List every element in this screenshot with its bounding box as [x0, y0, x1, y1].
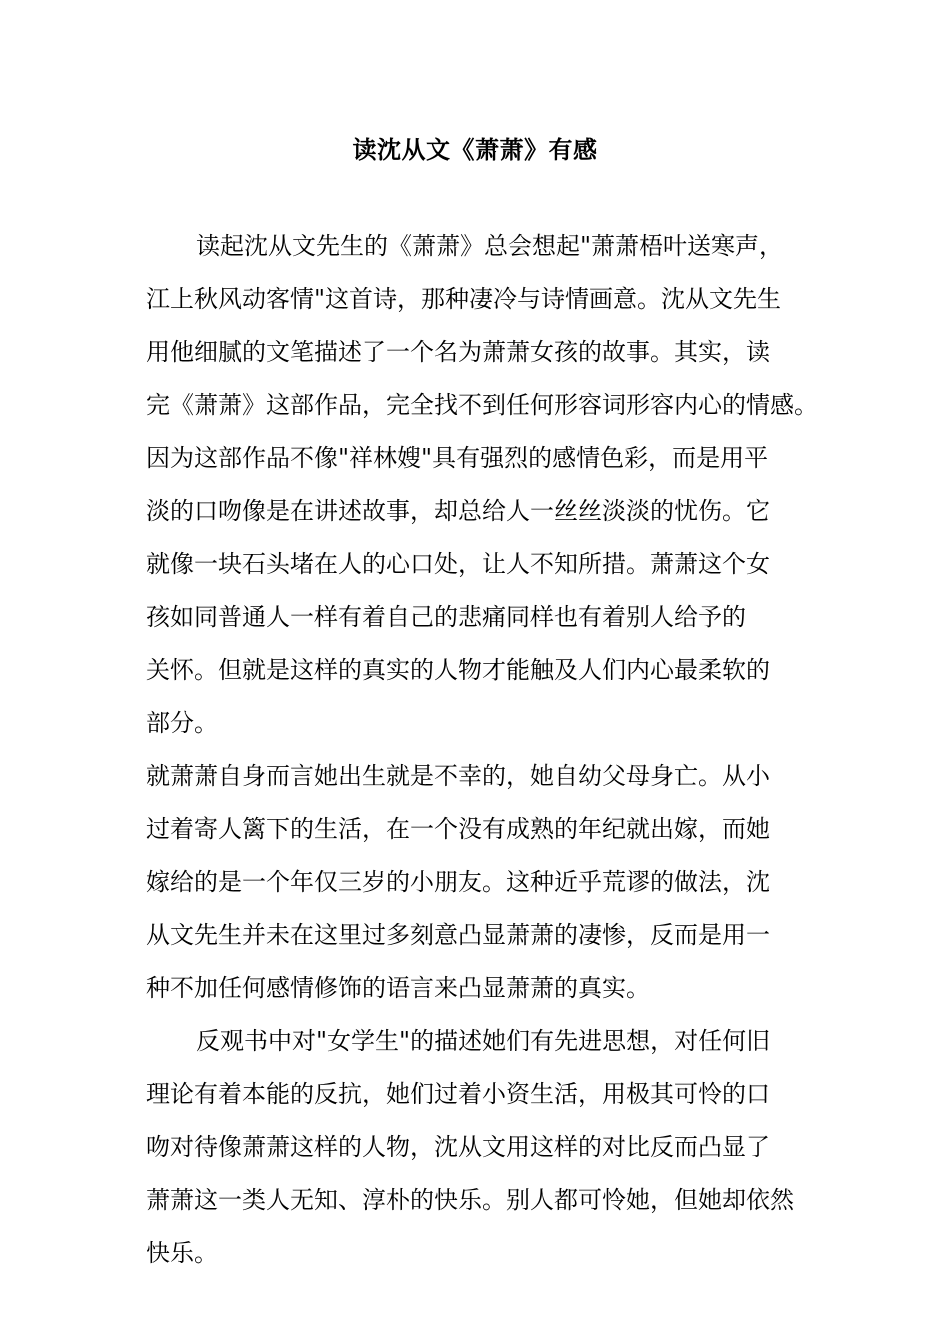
- text-line: 种不加任何感情修饰的语言来凸显萧萧的真实。: [146, 974, 650, 1002]
- text-line: 部分。: [146, 709, 218, 737]
- text-line: 完《萧萧》这部作品，完全找不到任何形容词形容内心的情感。: [146, 391, 818, 419]
- text-line: 从文先生并未在这里过多刻意凸显萧萧的凄惨，反而是用一: [146, 921, 770, 949]
- text-line: 萧萧这一类人无知、淳朴的快乐。别人都可怜她，但她却依然: [146, 1186, 794, 1214]
- text-line: 关怀。但就是这样的真实的人物才能触及人们内心最柔软的: [146, 656, 770, 684]
- text-line: 快乐。: [146, 1239, 218, 1267]
- text-line: 因为这部作品不像"祥林嫂"具有强烈的感情色彩，而是用平: [146, 444, 769, 472]
- text-line: 就像一块石头堵在人的心口处，让人不知所措。萧萧这个女: [146, 550, 770, 578]
- text-line: 过着寄人篱下的生活，在一个没有成熟的年纪就出嫁，而她: [146, 815, 770, 843]
- text-line: 淡的口吻像是在讲述故事，却总给人一丝丝淡淡的忧伤。它: [146, 497, 770, 525]
- text-line: 读起沈从文先生的《萧萧》总会想起"萧萧梧叶送寒声，: [196, 232, 784, 260]
- text-line: 吻对待像萧萧这样的人物，沈从文用这样的对比反而凸显了: [146, 1133, 770, 1161]
- text-line: 江上秋风动客情"这首诗，那种凄冷与诗情画意。沈从文先生: [146, 285, 782, 313]
- text-line: 就萧萧自身而言她出生就是不幸的，她自幼父母身亡。从小: [146, 762, 770, 790]
- text-line: 反观书中对"女学生"的描述她们有先进思想，对任何旧: [196, 1027, 771, 1055]
- document-body: [146, 220, 836, 1280]
- document-title: 读沈从文《萧萧》有感: [352, 135, 598, 164]
- text-line: 嫁给的是一个年仅三岁的小朋友。这种近乎荒谬的做法，沈: [146, 868, 770, 896]
- text-line: 理论有着本能的反抗，她们过着小资生活，用极其可怜的口: [146, 1080, 770, 1108]
- text-line: 用他细腻的文笔描述了一个名为萧萧女孩的故事。其实，读: [146, 338, 770, 366]
- text-line: 孩如同普通人一样有着自己的悲痛同样也有着别人给予的: [146, 603, 746, 631]
